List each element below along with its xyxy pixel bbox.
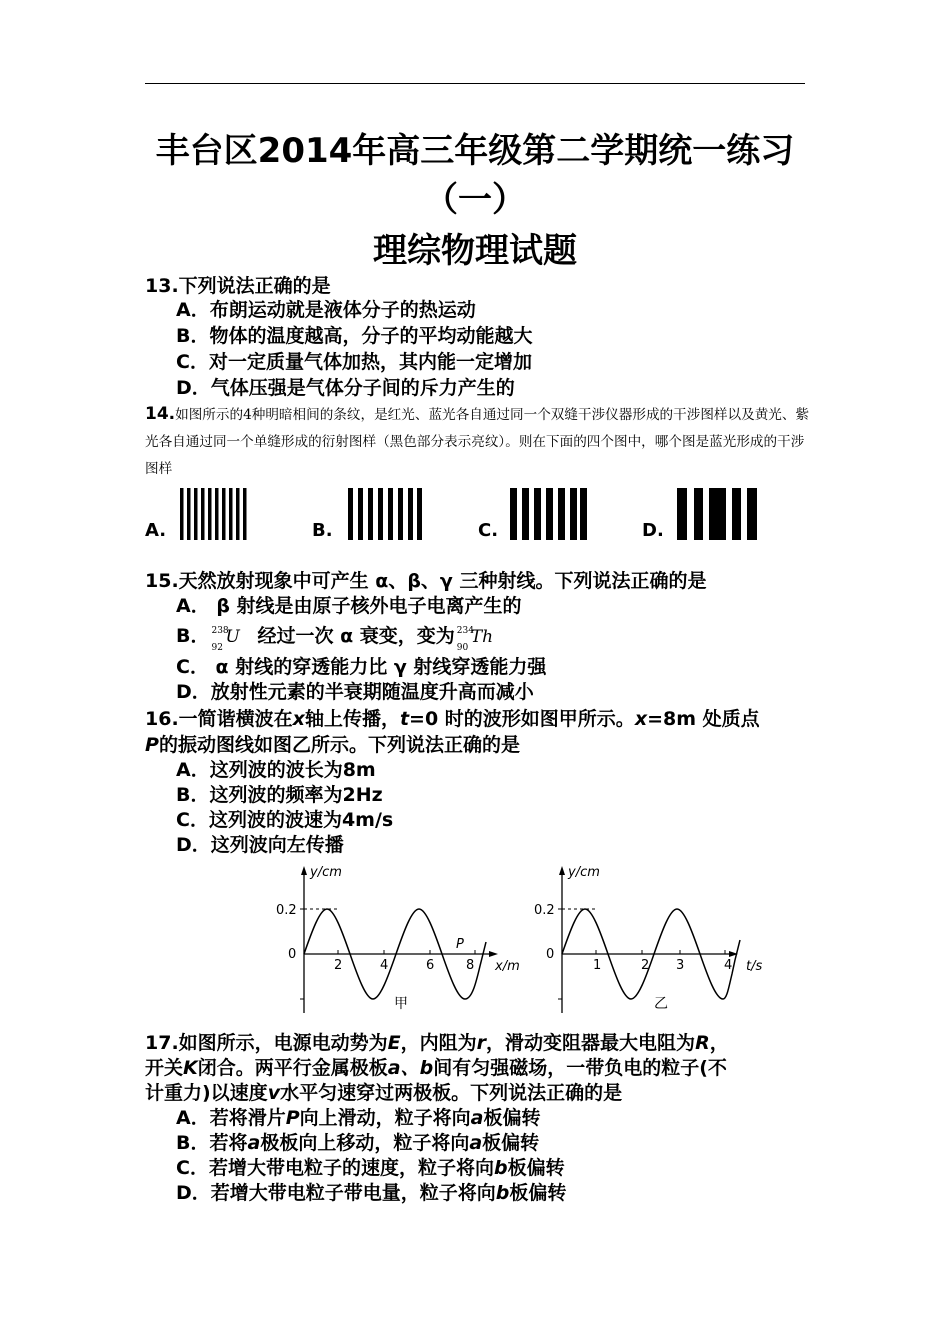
q17-option-c [176,1156,565,1180]
var-r: r [476,1032,487,1054]
text: 开关 [145,1057,184,1079]
amplitude-label: 0.2 [276,903,297,918]
q14-number: 14. [145,404,176,424]
q14-label-c: C. [478,520,499,541]
text: 水平匀速穿过两极板。下列说法正确的是 [280,1082,623,1104]
page-subtitle: 理综物理试题 [373,231,577,271]
text: 向上滑动，粒子将向 [299,1107,471,1129]
text: 板偏转 [483,1107,541,1129]
q14-text: 如图所示的4种明暗相间的条纹，是红光、蓝光各自通过同一个双缝干涉仪器形成的干涉图样以及黄光、紫光各自通过同一个单缝形成的衍射图样（黑色部分表示亮纹）。则在下面的四个图中，哪个图是蓝光形成的干涉图样 [145,407,810,477]
q17-option-a [176,1106,541,1130]
var-r-max: R [695,1032,710,1054]
nuclide-th234 [455,625,511,653]
q16-option-a: A．这列波的波长为8m [176,759,376,781]
text: 极板向上移动，粒子将向 [260,1132,470,1154]
graph-caption: 乙 [654,996,668,1012]
text: 16.一简谐横波在 [145,708,293,730]
q13-option-b: B．物体的温度越高，分子的平均动能越大 [176,325,533,347]
text: 间有匀强磁场，一带负电的粒子(不 [433,1057,727,1079]
var-a: a [470,1107,484,1129]
tick-label: 4 [724,958,733,973]
graph-caption: 甲 [394,996,408,1012]
var-ab: a、b [387,1057,434,1079]
fringe-pattern-c [508,488,588,540]
fringe-pattern-b [345,488,425,540]
q13-stem: 13.下列说法正确的是 [145,275,331,297]
var-x: x [292,708,305,730]
text: C．若增大带电粒子的速度，粒子将向 [176,1157,494,1179]
var-b: b [495,1182,510,1204]
q15-option-d: D．放射性元素的半衰期随温度升高而减小 [176,681,534,703]
q16-stem-line2 [145,733,520,757]
q13-option-c: C．对一定质量气体加热，其内能一定增加 [176,351,532,373]
var-a: a [469,1132,483,1154]
nuclide-u238 [209,625,257,653]
text: 的振动图线如图乙所示。下列说法正确的是 [158,734,520,756]
q14-stem [145,401,810,483]
text: A．若将滑片 [176,1107,286,1129]
tick-label: 6 [426,958,435,973]
x-axis-label: x/m [495,959,520,974]
fringe-pattern-a [178,488,250,540]
page-title: 丰台区2014年高三年级第二学期统一练习 [155,131,795,171]
x-axis-arrow [489,951,498,957]
text: 板偏转 [509,1182,567,1204]
q15-option-b [176,624,511,653]
top-rule [145,83,805,84]
x-axis-label: t/s [746,959,763,974]
text: 17.如图所示，电源电动势为 [145,1032,388,1054]
q17-stem-line2 [145,1056,727,1080]
q14-label-d: D. [642,520,664,541]
y-axis-label: y/cm [310,865,342,880]
q15-option-b-prefix: B． [176,625,210,647]
q17-option-d [176,1181,566,1205]
q15-stem: 15.天然放射现象中可产生 α、β、γ 三种射线。下列说法正确的是 [145,570,707,592]
nuclide-atomic-number: 92 [211,642,223,653]
var-p: P [145,734,159,756]
nuclide-mass-number: 234 [456,625,474,636]
var-t: t [399,708,410,730]
text: 轴上传播， [304,708,400,730]
var-e: E [387,1032,401,1054]
q16-option-c: C．这列波的波速为4m/s [176,809,394,831]
fringe-pattern-d [674,488,758,540]
origin-label: 0 [546,947,555,962]
q14-label-b: B. [312,520,333,541]
var-k: K [183,1057,198,1079]
q17-stem-line1 [145,1031,729,1055]
q14-label-a: A. [145,520,167,541]
text: 板偏转 [482,1132,540,1154]
text: =8m 处质点 [647,708,760,730]
var-b: b [493,1157,508,1179]
tick-label: 2 [334,958,343,973]
graph-jia [270,858,540,1016]
tick-label: 3 [676,958,685,973]
var-p: P [285,1107,300,1129]
var-x: x [634,708,648,730]
text: B．若将 [176,1132,248,1154]
q16-option-b: B．这列波的频率为2Hz [176,784,383,806]
q17-stem-line3 [145,1081,622,1105]
y-axis-arrow [559,866,565,875]
tick-label: 8 [466,958,475,973]
q16-option-d: D．这列波向左传播 [176,834,344,856]
q15-option-b-text: 经过一次 α 衰变，变为 [257,625,455,647]
page-title-part: （一） [424,180,526,220]
nuclide-symbol: Th [470,626,494,647]
point-p-label: P [456,937,464,952]
q16-stem-line1 [145,707,760,731]
nuclide-mass-number: 238 [211,625,229,636]
var-a: a [247,1132,261,1154]
text: ， [709,1032,729,1054]
graph-yi [530,858,780,1016]
q15-option-a: A． β 射线是由原子核外电子电离产生的 [176,595,522,617]
q15-option-c: C． α 射线的穿透能力比 γ 射线穿透能力强 [176,656,547,678]
nuclide-atomic-number: 90 [456,642,469,653]
tick-label: 4 [380,958,389,973]
y-axis-arrow [301,866,307,875]
text: 闭合。两平行金属极板 [197,1057,388,1079]
q17-option-b [176,1131,539,1155]
text: ，滑动变阻器最大电阻为 [486,1032,696,1054]
nuclide-symbol: U [225,626,240,647]
q13-option-d: D．气体压强是气体分子间的斥力产生的 [176,377,515,399]
y-axis-label: y/cm [568,865,600,880]
tick-label: 1 [593,958,602,973]
text: D．若增大带电粒子带电量，粒子将向 [176,1182,496,1204]
origin-label: 0 [288,947,297,962]
tick-label: 2 [641,958,650,973]
q13-option-a: A．布朗运动就是液体分子的热运动 [176,299,476,321]
text: 板偏转 [507,1157,565,1179]
text: 计重力)以速度 [145,1082,268,1104]
amplitude-label: 0.2 [534,903,555,918]
var-v: v [267,1082,281,1104]
text: =0 时的波形如图甲所示。 [409,708,635,730]
text: ，内阻为 [400,1032,477,1054]
